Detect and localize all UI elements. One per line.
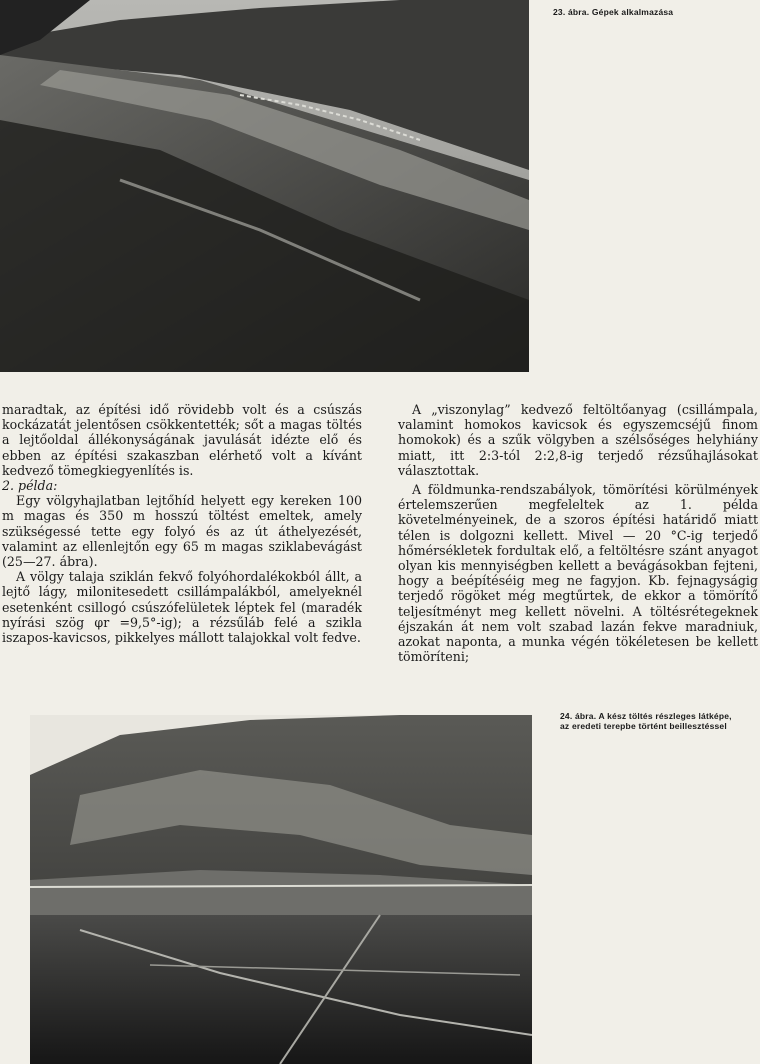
paragraph: Egy völgyhajlatban lejtőhíd helyett egy kereken 100 m magas és 350 m hosszú töltést emeltek, amely szükségessé tette egy folyó és az út áthelyezését, valamint az ellenlejtőn egy 65 m magas sziklabevágást (25—27. ábra). [2,493,362,570]
figure-24-photo [0,715,532,1064]
paragraph: maradtak, az építési idő rövidebb volt és a csúszás kockázatát jelentősen csökkentették; sőt a magas töltés a lejtőoldal állékonyságának javulását idézte elő és ebben az építési szakaszban elérhető volt a kívánt kedvező tömegkiegyenlítés is. [2,402,362,478]
figure-24-caption-line-2: az eredeti terepbe történt beillesztéssel [560,721,727,731]
right-text-column [398,402,758,664]
left-text-column [2,402,362,645]
paragraph: A „viszonylag” kedvező feltöltőanyag (csillámpala, valamint homokos kavicsok és egyszemcséjű finom homokok) és a szűk völgyben a szélsőséges helyhiány miatt, itt 2:3-tól 2:2,8-ig terjedő rézsűhajlásokat választottak. [398,402,758,478]
figure-23-caption: 23. ábra. Gépek alkalmazása [553,7,674,17]
paragraph: A földmunka-rendszabályok, tömörítési körülmények értelemszerűen megfeleltek az 1. példa követelményeinek, de a szoros építési határidő miatt télen is dolgozni kellett. Mivel — 20 °C-ig terjedő hőmérsékletek fordultak elő, a feltöltésre szánt anyagot olyan kis mennyiségben kellett a bevágásokban fejteni, hogy a beépítéséig meg ne fagyjon. Kb. fejnagyságig terjedő rögöket még megtűrtek, de ekkor a tömörítő teljesítményt meg kellett növelni. A töltésrétegeknek éjszakán át nem volt szabad lazán fekve maradniuk, azokat naponta, a munka végén tökéletesen be kellett tömöríteni; [398,482,758,665]
figure-24-caption [560,711,732,731]
example-label: 2. példa: [2,478,58,494]
figure-23-photo [0,0,529,372]
figure-24-caption-line-1: 24. ábra. A kész töltés részleges látképe, [560,711,732,721]
paragraph: A völgy talaja sziklán fekvő folyóhordalékokból állt, a lejtő lágy, milonitesedett csillámpalákból, amelyeknél esetenként csillogó csúszófelületek léptek fel (maradék nyírási szög φr =9,5°-ig); a rézsűláb felé a szikla iszapos-kavicsos, pikkelyes mállott talajokkal volt fedve. [2,569,362,646]
